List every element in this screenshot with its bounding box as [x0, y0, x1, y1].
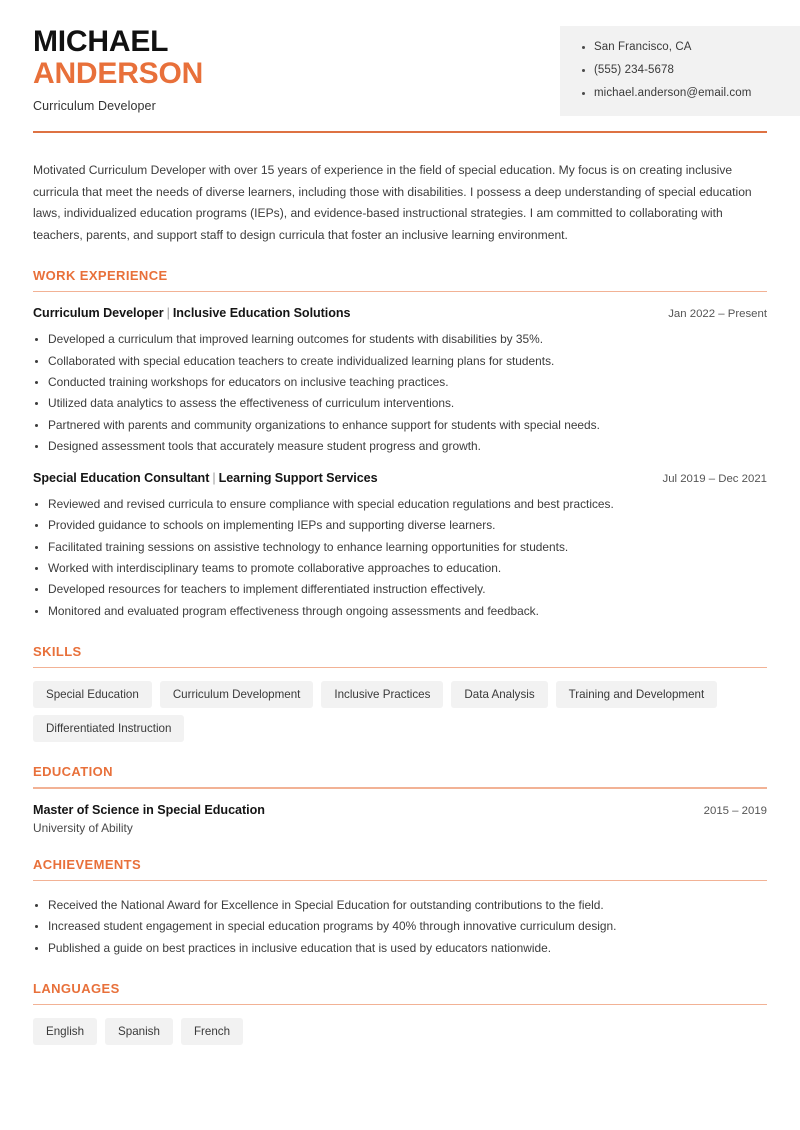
- section-rule: [33, 1004, 767, 1005]
- section-languages: [33, 981, 767, 1045]
- work-role: Curriculum Developer: [33, 306, 164, 321]
- skills-chip-list: [33, 681, 767, 742]
- skill-chip: Curriculum Development: [160, 681, 314, 708]
- languages-chip-list: [33, 1018, 767, 1045]
- list-item: Reviewed and revised curricula to ensure compliance with special education regulations and best practices.: [33, 494, 767, 515]
- section-rule: [33, 291, 767, 292]
- work-entry-title: [33, 306, 351, 320]
- list-item: Partnered with parents and community organizations to enhance support for students with special needs.: [33, 415, 767, 436]
- work-entry: [33, 306, 767, 457]
- list-item: Monitored and evaluated program effectiveness through ongoing assessments and feedback.: [33, 601, 767, 622]
- job-title: Curriculum Developer: [33, 99, 156, 113]
- work-company: Learning Support Services: [218, 471, 378, 486]
- section-title-languages: LANGUAGES: [33, 981, 120, 997]
- section-work-experience: [33, 268, 767, 622]
- work-entry-date: Jan 2022 – Present: [668, 308, 767, 321]
- section-rule: [33, 667, 767, 668]
- section-education: [33, 764, 767, 834]
- name-block: [33, 26, 203, 113]
- contact-location: San Francisco, CA: [582, 36, 800, 59]
- header-divider: [33, 131, 767, 133]
- section-title-skills: SKILLS: [33, 643, 82, 659]
- work-entry: [33, 471, 767, 622]
- contact-phone: (555) 234-5678: [582, 59, 800, 82]
- work-entry-bullets: [33, 329, 767, 457]
- list-item: Utilized data analytics to assess the effectiveness of curriculum interventions.: [33, 393, 767, 414]
- section-title-education: EDUCATION: [33, 764, 113, 780]
- achievements-bullets: [33, 895, 767, 959]
- list-item: Published a guide on best practices in inclusive education that is used by educators nationwide.: [33, 938, 767, 959]
- skill-chip: Inclusive Practices: [321, 681, 443, 708]
- work-entry-bullets: [33, 494, 767, 622]
- resume-body: [33, 160, 767, 1045]
- list-item: Increased student engagement in special education programs by 40% through innovative curriculum design.: [33, 916, 767, 937]
- skill-chip: Special Education: [33, 681, 152, 708]
- work-role: Special Education Consultant: [33, 471, 210, 486]
- section-title-work: WORK EXPERIENCE: [33, 268, 168, 283]
- first-name: MICHAEL: [33, 25, 169, 58]
- section-rule: [33, 787, 767, 788]
- list-item: Received the National Award for Excellence in Special Education for outstanding contributions to the field.: [33, 895, 767, 916]
- list-item: Collaborated with special education teachers to create individualized learning plans for students.: [33, 351, 767, 372]
- education-entry: [33, 803, 767, 835]
- language-chip: French: [181, 1018, 243, 1045]
- skill-chip: Training and Development: [556, 681, 718, 708]
- professional-summary: Motivated Curriculum Developer with over 15 years of experience in the field of special education. My focus is on creating inclusive curricula that meet the needs of diverse learners, including those with disabilities. I possess a deep understanding of special education laws, individualized education programs (IEPs), and evidence-based instructional strategies. I am committed to collaborating with teachers, parents, and support staff to design curricula that foster an inclusive learning environment.: [33, 163, 752, 242]
- section-rule: [33, 880, 767, 881]
- work-entry-header: [33, 306, 767, 320]
- contact-info-box: [560, 26, 800, 116]
- section-title-achievements: ACHIEVEMENTS: [33, 856, 142, 872]
- contact-email: michael.anderson@email.com: [582, 82, 800, 105]
- section-achievements: [33, 857, 767, 959]
- list-item: Developed resources for teachers to implement differentiated instruction effectively.: [33, 579, 767, 600]
- list-item: Worked with interdisciplinary teams to promote collaborative approaches to education.: [33, 558, 767, 579]
- list-item: Provided guidance to schools on implementing IEPs and supporting diverse learners.: [33, 515, 767, 536]
- education-date: 2015 – 2019: [703, 804, 767, 817]
- work-company: Inclusive Education Solutions: [172, 306, 351, 321]
- skill-chip: Differentiated Instruction: [33, 715, 184, 742]
- work-entry-date: Jul 2019 – Dec 2021: [662, 473, 767, 486]
- list-item: Conducted training workshops for educators on inclusive teaching practices.: [33, 372, 767, 393]
- last-name: ANDERSON: [33, 57, 204, 90]
- education-degree: Master of Science in Special Education: [33, 802, 265, 817]
- list-item: Developed a curriculum that improved learning outcomes for students with disabilities by 35%.: [33, 329, 767, 350]
- language-chip: Spanish: [105, 1018, 173, 1045]
- resume-header: [0, 0, 800, 118]
- work-entry-title: [33, 471, 378, 485]
- title-separator: |: [166, 306, 170, 321]
- list-item: Facilitated training sessions on assistive technology to enhance learning opportunities for students.: [33, 537, 767, 558]
- skill-chip: Data Analysis: [451, 681, 547, 708]
- language-chip: English: [33, 1018, 97, 1045]
- section-skills: [33, 644, 767, 742]
- title-separator: |: [212, 471, 216, 486]
- education-entry-header: [33, 803, 767, 817]
- education-school: University of Ability: [33, 820, 133, 835]
- list-item: Designed assessment tools that accurately measure student progress and growth.: [33, 436, 767, 457]
- work-entry-header: [33, 471, 767, 485]
